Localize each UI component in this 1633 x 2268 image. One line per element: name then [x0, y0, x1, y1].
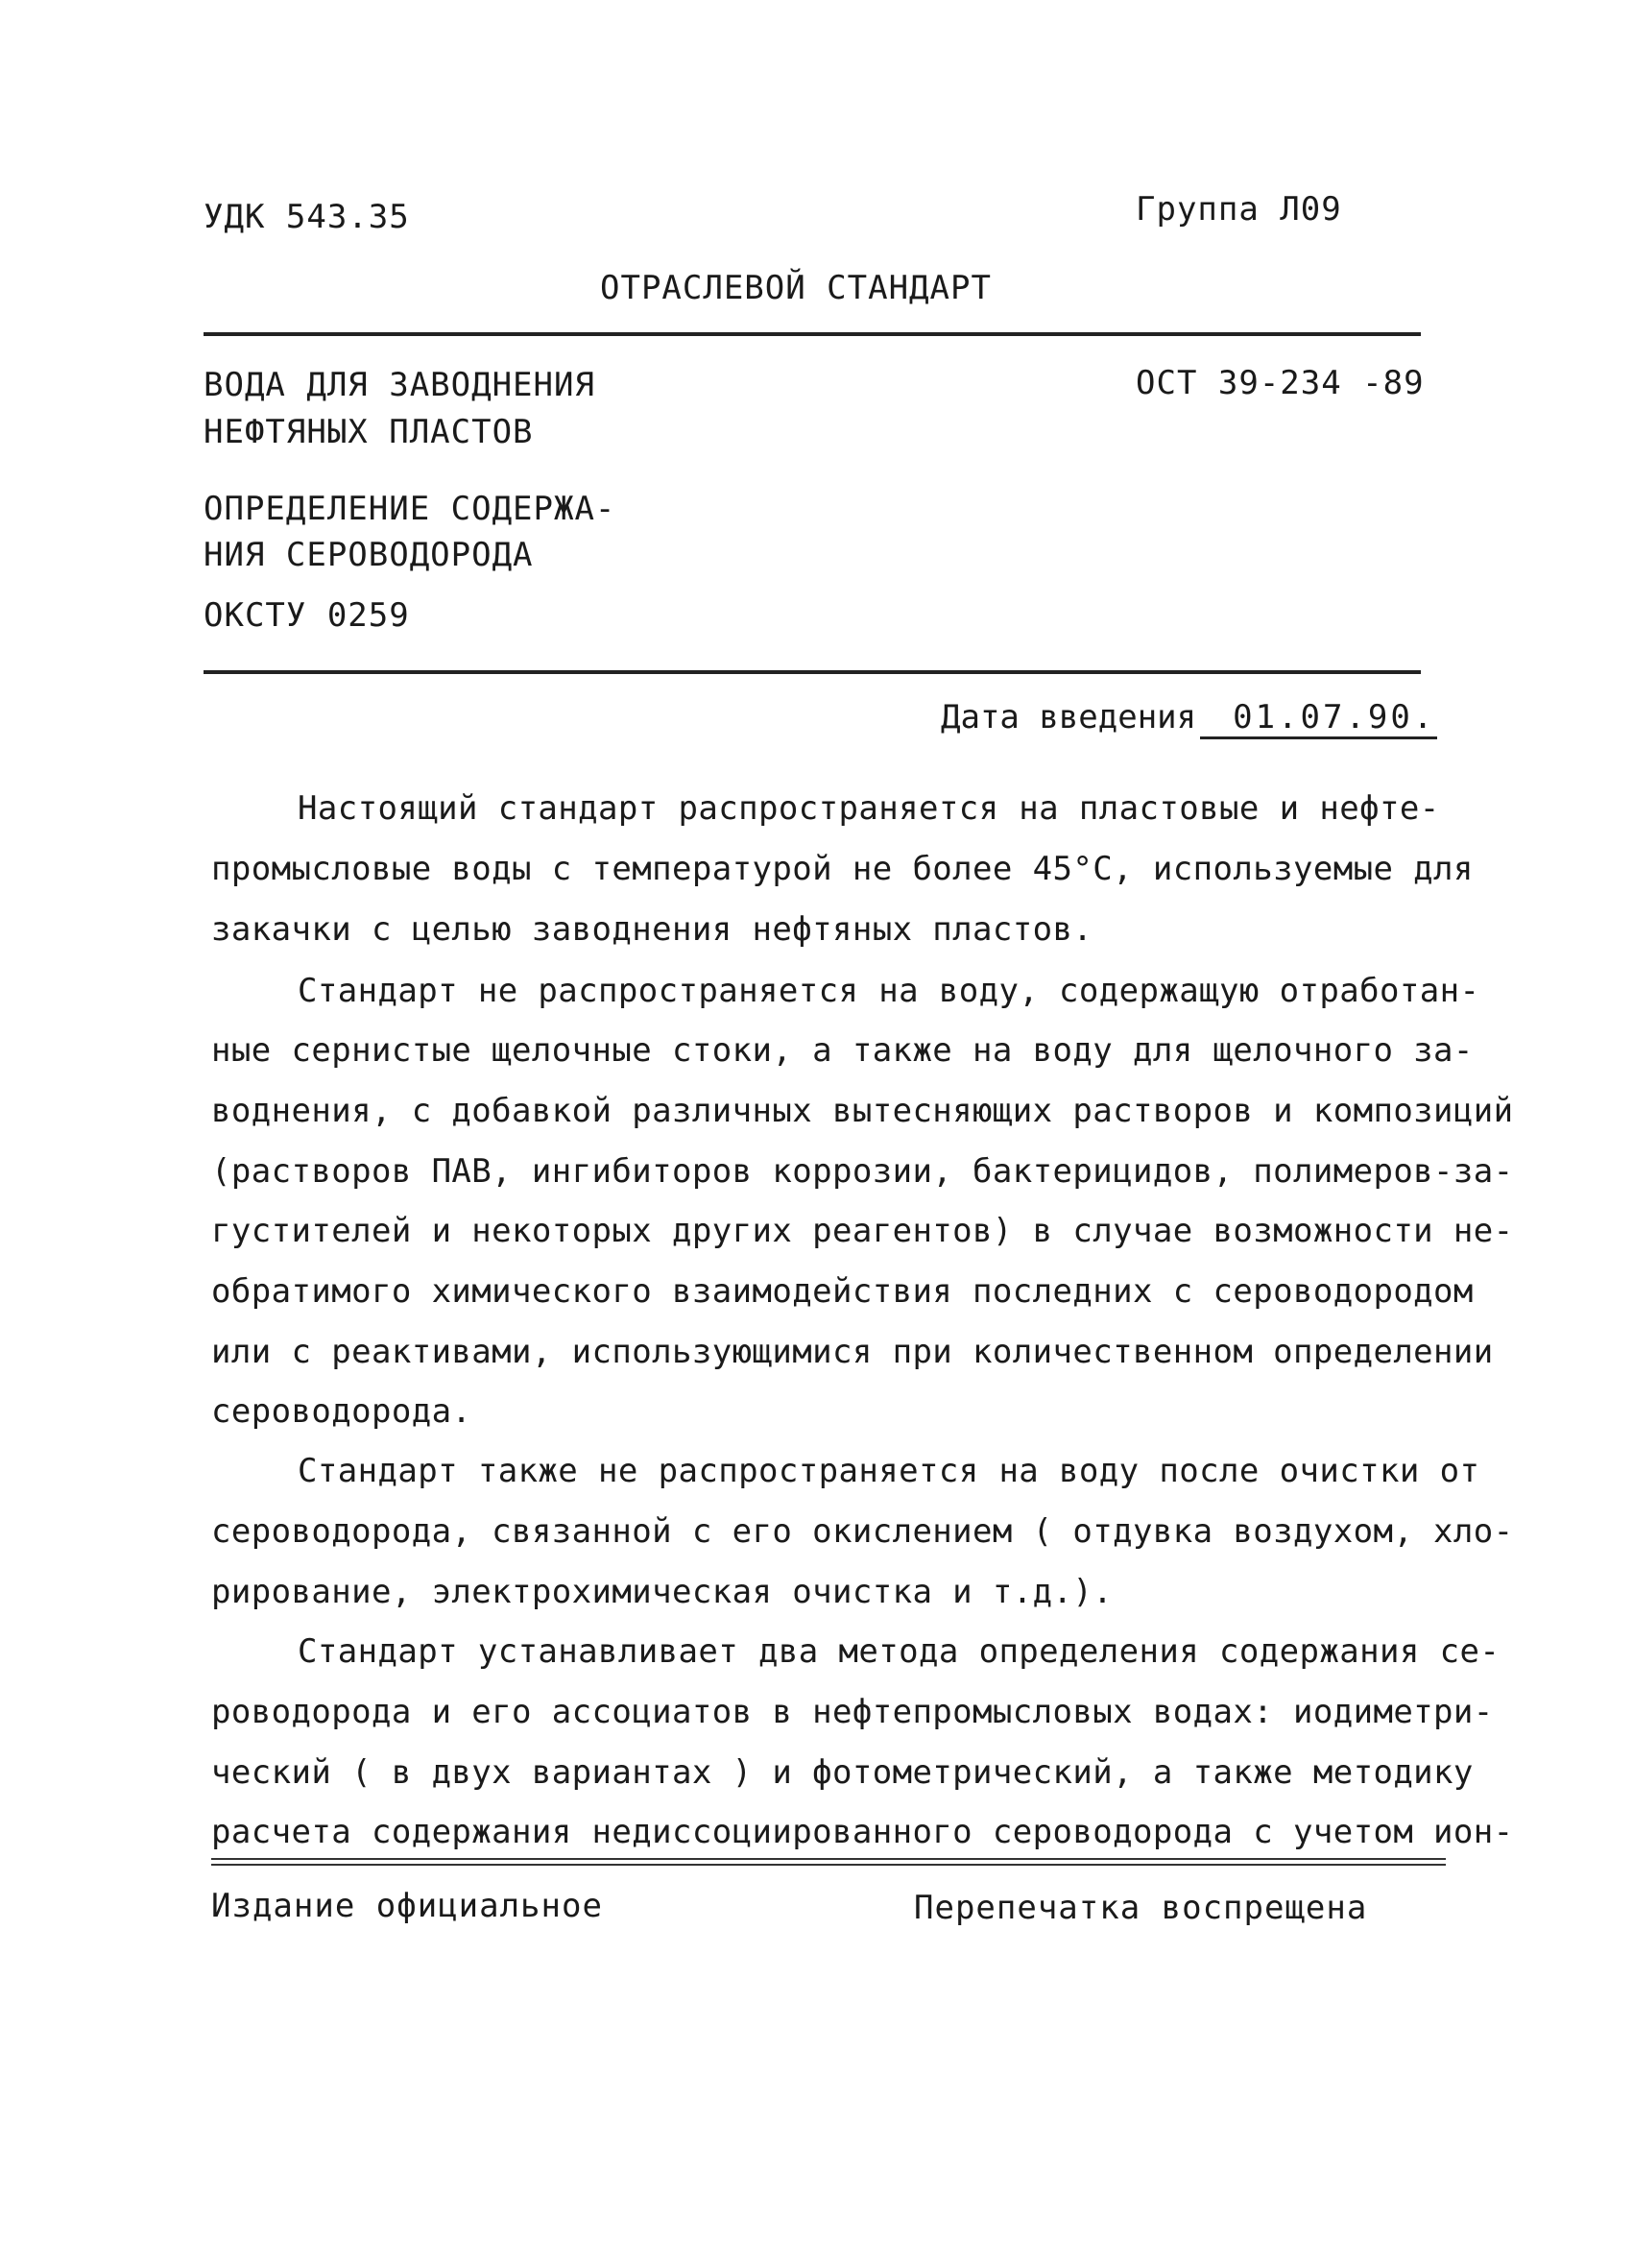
p2-line-2: ные сернистые щелочные стоки, а также на воду для щелочного за-: [211, 1031, 1474, 1070]
intro-date-value: 01.07.90.: [1200, 698, 1437, 739]
udk-code: УДК 543.35: [204, 198, 410, 236]
p3-line-1: Стандарт также не распространяется на воду после очистки от: [298, 1452, 1480, 1490]
header-rule: [204, 332, 1421, 336]
p1-line-2: промысловые воды с температурой не более 45°С, используемые для: [211, 850, 1474, 888]
p2-line-4: (растворов ПАВ, ингибиторов коррозии, бактерицидов, полимеров-за-: [211, 1152, 1514, 1191]
p4-line-4: расчета содержания недиссоциированного сероводорода с учетом ион-: [211, 1813, 1514, 1851]
p4-line-3: ческий ( в двух вариантах ) и фотометрический, а также методику: [211, 1753, 1474, 1792]
p4-line-1: Стандарт устанавливает два метода определения содержания се-: [298, 1632, 1501, 1671]
p3-line-2: сероводорода, связанной с его окислением ( отдувка воздухом, хло-: [211, 1512, 1514, 1551]
p2-line-6: обратимого химического взаимодействия последних с сероводородом: [211, 1272, 1474, 1311]
p2-line-1: Стандарт не распространяется на воду, содержащую отработан-: [298, 972, 1480, 1010]
p3-line-3: рирование, электрохимическая очистка и т.д.).: [211, 1573, 1114, 1611]
footer-official-edition: Издание официальное: [211, 1887, 603, 1925]
p1-line-3: закачки с целью заводнения нефтяных пластов.: [211, 910, 1093, 949]
standard-type: ОТРАСЛЕВОЙ СТАНДАРТ: [600, 269, 992, 307]
title-block-rule: [204, 670, 1421, 674]
footer-rule-1: [211, 1858, 1446, 1860]
p2-line-3: воднения, с добавкой различных вытесняющих растворов и композиций: [211, 1092, 1514, 1130]
p2-line-8: сероводорода.: [211, 1392, 472, 1431]
ost-number: ОСТ 39-234 -89: [1136, 364, 1425, 402]
footer-reprint-prohibited: Перепечатка воспрещена: [914, 1889, 1368, 1927]
footer-rule-2: [211, 1864, 1446, 1866]
p2-line-5: густителей и некоторых других реагентов) в случае возможности не-: [211, 1212, 1514, 1250]
p4-line-2: роводорода и его ассоциатов в нефтепромысловых водах: иодиметри-: [211, 1693, 1494, 1731]
subtitle-line-2: НИЯ СЕРОВОДОРОДА: [204, 536, 534, 574]
p1-line-1: Настоящий стандарт распространяется на пластовые и нефте-: [298, 789, 1440, 828]
intro-date: [941, 698, 1437, 739]
p2-line-7: или с реактивами, использующимися при количественном определении: [211, 1333, 1494, 1371]
title-line-1: ВОДА ДЛЯ ЗАВОДНЕНИЯ: [204, 366, 595, 404]
title-line-2: НЕФТЯНЫХ ПЛАСТОВ: [204, 413, 534, 451]
group-code: Группа Л09: [1136, 190, 1342, 229]
subtitle-line-1: ОПРЕДЕЛЕНИЕ СОДЕРЖА-: [204, 490, 616, 528]
intro-date-label: Дата введения: [941, 698, 1197, 736]
okstu-code: ОКСТУ 0259: [204, 596, 410, 635]
